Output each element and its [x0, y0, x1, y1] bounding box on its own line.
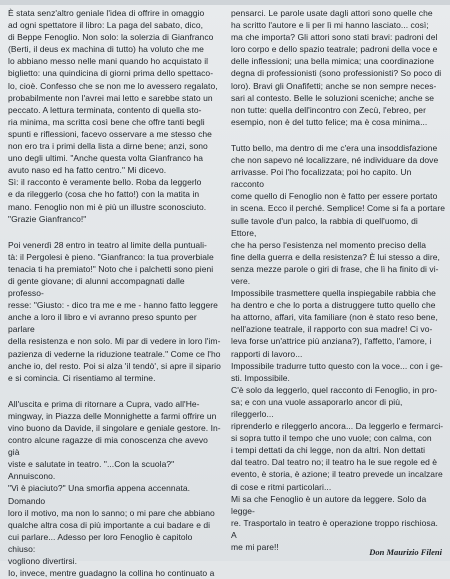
paragraph: Tutto bello, ma dentro di me c'era una insoddisfazione che non sapevo né localizzare, né individuare da dove arrivasse. Poi l'ho focalizzata; poi ho capito. Un racconto come quello di Fenoglio non è fatto per essere portato in scena. Ecco il perché. Semplice! Come si fa a portare sulle tavole d'un palco, la rabbia di quell'uomo, di Ettore, che ha perso l'esistenza nel momento preciso della fine della guerra e della resistenza? È lui stesso a dire, senza mezze parole o giri di frase, che lì ha finito di vi- vere. Impossibile trasmettere quella inspiegabile rabbia che ha dentro e che lo porta a distruggere tutto quello che ha attorno, affari, vita familiare (non è stato reso bene, nell'azione teatrale, il rapporto con sua madre! Ci vo- leva forse un'attrice più anziana?), l'affetto, l'amore, i rapporti di lavoro... Impossibile tradurre tutto questo con la voce... con i ge- sti. Impossibile. C'è solo da leggerlo, quel racconto di Fenoglio, in pro- sa; e con una vuole assaporarlo ancor di più, rileggerlo... riprenderlo e rileggerlo ancora... Da leggerlo e fermarci- si sopra tutto il tempo che uno vuole; con calma, con i tempi dettati da chi legge, non da altri. Non dettati dal teatro. Dal teatro no; il teatro ha le sue regole ed è evento, è storia, è azione; il teatro prevede un incalzare di cose e ritmi particolari... Mi sa che Fenoglio è un autore da leggere. Solo da legge- re. Trasportalo in teatro è operazione troppo rischiosa. A me mi pare!! [231, 142, 445, 553]
right-column [231, 7, 445, 553]
paragraph: È stata senz'altro geniale l'idea di offrire in omaggio ad ogni spettatore il libro: La paga del sabato, dico, di Beppe Fenoglio. Non solo: la solerzia di Gianfranco (Berti, il deus ex machina di tutto) ha voluto che me lo abbiano messo nelle mani quando ho acquistato il biglietto: una quindicina di giorni prima dello spettaco- lo, cioè. Confesso che se non me lo avessero regalato, probabilmente non l'avrei mai letto e sarebbe stato un peccato. A lettura terminata, contento di quella sto- ria minima, ma scritta così bene che offre tanti begli spunti e riflessioni, facevo osservare a me stesso che non ero tra i primi della lista a dirne bene; anzi, sono uno degli ultimi. "Anche questa volta Gianfranco ha avuto naso ed ha fatto centro." Mi dicevo. Sì: il racconto è veramente bello. Roba da leggerlo e da rileggerlo (cosa che ho fatto!) con la matita in mano. Fenoglio non mi è più un illustre sconosciuto. "Grazie Gianfranco!" [8, 8, 218, 224]
clipped-top-text-strip [0, 0, 450, 5]
paragraph: All'uscita e prima di ritornare a Cupra, vado all'He- mingway, in Piazza delle Monnighette a farmi offrire un vino buono da Davide, il singolare e geniale gestore. In- contro alcune ragazze di mia conoscenza che avevo già viste e salutate in teatro. "...Con la scuola?" Annuiscono. "Vi è piaciuto?" Una smorfia appena accennata. Domando loro il motivo, ma non lo sanno; o mi pare che abbiano qualche altra cosa di più importante a cui badare e di cui parlare... Adesso per loro Fenoglio è capitolo chiuso: vogliono divertirsi. Io, invece, mentre guadagno la collina ho continuato a [8, 398, 221, 579]
paragraph-gap [231, 134, 445, 142]
author-signature: Don Maurizio Fileni [369, 547, 442, 557]
paragraph: Poi venerdì 28 entro in teatro al limite della puntuali- tà: il Pergolesi è pieno. "Gianfranco: la tua proverbiale tenacia ti ha premiato!" Noto che i palchetti sono pieni di gente giovane; di alunni accompagnati dalle professo- resse: "Giusto: - dico tra me e me - hanno fatto leggere anche a loro il libro e vi avranno preso spunto per parlare della resistenza e non solo. Mi par di vedere in loro l'im- pazienza di vederne la riduzione teatrale." Come ce l'ho anche io, del resto. Poi si alza 'il tendò', si apre il sipario e si comincia. Ci risentiamo al termine. [8, 239, 221, 383]
paragraph-gap [8, 390, 221, 398]
paragraph: pensarci. Le parole usate dagli attori sono quelle che ha scritto l'autore e li per lì mi hanno lasciato... così; ma che importa? Gli attori sono stati bravi: padroni del loro corpo e dello spazio teatrale; padroni della voce e delle inflessioni; una bella mimica; una coordinazione degna di professionisti (sono professionisti? So poco di loro). Bravi gli Onafifetti; anche se non sempre neces- sari al contesto. Belle le soluzioni sceniche; anche se non tutte: quella dell'incontro con Zecù, l'ebreo, per esempio, non è del tutto felice; ma è cosa minima... [231, 8, 442, 127]
left-column [8, 7, 221, 579]
paragraph-gap [8, 231, 221, 239]
